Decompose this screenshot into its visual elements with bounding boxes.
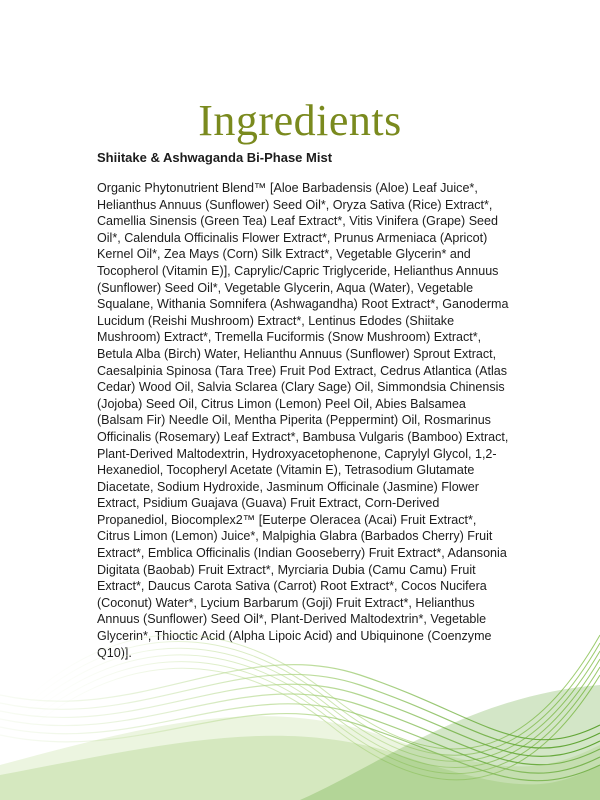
page-title: Ingredients <box>198 96 402 145</box>
decorative-green-waves <box>0 575 600 800</box>
ingredients-list: Organic Phytonutrient Blend™ [Aloe Barbadensis (Aloe) Leaf Juice*, Helianthus Annuus (Sunflower) Seed Oil*, Oryza Sativa (Rice) Extract*, Camellia Sinensis (Green Tea) Leaf Extract*, Vitis Vinifera (Grape) Seed Oil*, Calendula Officinalis Flower Extract*, Prunus Armeniaca (Apricot) Kernel Oil*, Zea Mays (Corn) Silk Extract*, Vegetable Glycerin* and Tocopherol (Vitamin E)], Caprylic/Capric Triglyceride, Helianthus Annuus (Sunflower) Seed Oil*, Vegetable Glycerin, Aqua (Water), Vegetable Squalane, Withania Somnifera (Ashwagandha) Root Extract*, Ganoderma Lucidum (Reishi Mushroom) Extract*, Lentinus Edodes (Shiitake Mushroom) Extract*, Tremella Fuciformis (Snow Mushroom) Extract*, Betula Alba (Birch) Water, Helianthu Annuus (Sunflower) Sprout Extract, Caesalpinia Spinosa (Tara Tree) Fruit Pod Extract, Cedrus Atlantica (Atlas Cedar) Wood Oil, Salvia Sclarea (Clary Sage) Oil, Simmondsia Chinensis (Jojoba) Seed Oil, Citrus Limon (Lemon) Peel Oil, Abies Balsamea (Balsam Fir) Needle Oil, Mentha Piperita (Peppermint) Oil, Rosmarinus Officinalis (Rosemary) Leaf Extract*, Bambusa Vulgaris (Bamboo) Extract, Plant-Derived Maltodextrin, Hydroxyacetophenone, Caprylyl Glycol, 1,2-Hexanediol, Tocopheryl Acetate (Vitamin E), Tetrasodium Glutamate Diacetate, Sodium Hydroxide, Jasminum Officinale (Jasmine) Flower Extract, Psidium Guajava (Guava) Fruit Extract, Corn-Derived Propanediol, Biocomplex2™ [Euterpe Oleracea (Acai) Fruit Extract*, Citrus Limon (Lemon) Juice*, Malpighia Glabra (Barbados Cherry) Fruit Extract*, Emblica Officinalis (Indian Gooseberry) Fruit Extract*, Adansonia Digitata (Baobab) Fruit Extract*, Myrciaria Dubia (Camu Camu) Fruit Extract*, Daucus Carota Sativa (Carrot) Root Extract*, Cocos Nucifera (Coconut) Water*, Lycium Barbarum (Goji) Fruit Extract*, Helianthus Annuus (Sunflower) Seed Oil*, Plant-Derived Maltodextrin*, Vegetable Glycerin*, Thioctic Acid (Alpha Lipoic Acid) and Ubiquinone (Coenzyme Q10)]. <box>97 181 509 660</box>
product-name: Shiitake & Ashwaganda Bi-Phase Mist <box>97 150 333 165</box>
